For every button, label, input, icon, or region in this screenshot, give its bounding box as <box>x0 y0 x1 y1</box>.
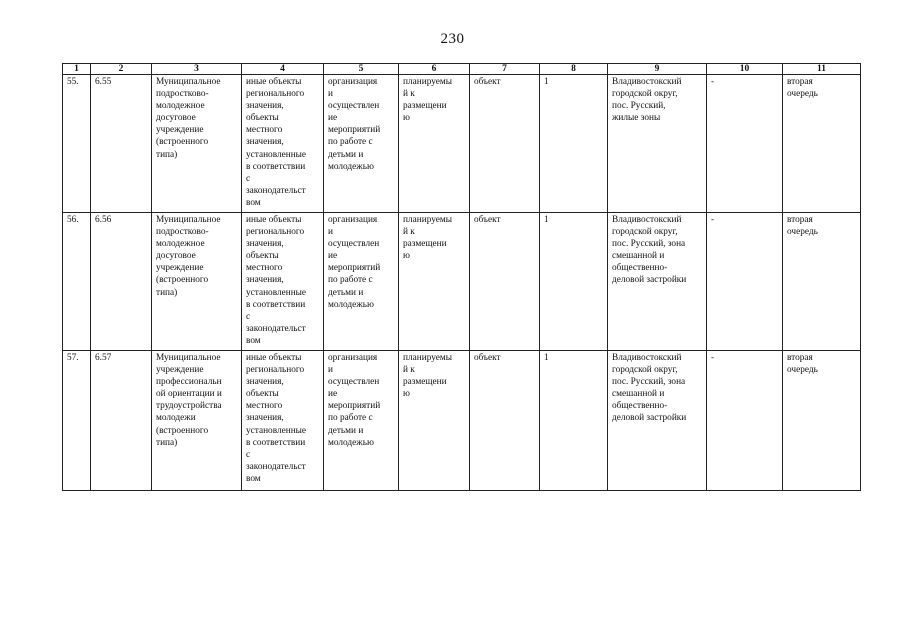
header-cell: 11 <box>783 64 861 75</box>
header-row <box>63 64 861 75</box>
object-quantity: 1 <box>540 351 608 491</box>
header-cell: 1 <box>63 64 91 75</box>
object-status: планируемы й к размещени ю <box>399 213 470 351</box>
row-number: 57. <box>63 351 91 491</box>
object-quantity: 1 <box>540 75 608 213</box>
table-row <box>63 75 861 213</box>
object-location: Владивостокский городской округ, пос. Русский, зона смешанной и общественно- деловой застройки <box>608 213 707 351</box>
header-cell: 4 <box>242 64 324 75</box>
row-code: 6.55 <box>91 75 152 213</box>
object-significance: иные объекты регионального значения, объекты местного значения, установленные в соответствии с законодательст вом <box>242 75 324 213</box>
object-significance: иные объекты регионального значения, объекты местного значения, установленные в соответствии с законодательст вом <box>242 213 324 351</box>
object-name: Муниципальное учреждение профессиональн ой ориентации и трудоустройства молодежи (встроенного типа) <box>152 351 242 491</box>
object-status: планируемы й к размещени ю <box>399 75 470 213</box>
header-cell: 9 <box>608 64 707 75</box>
objects-table <box>62 63 861 491</box>
object-purpose: организация и осуществлен ие мероприятий по работе с детьми и молодежью <box>324 75 399 213</box>
table-row <box>63 213 861 351</box>
row-code: 6.56 <box>91 213 152 351</box>
header-cell: 8 <box>540 64 608 75</box>
header-cell: 6 <box>399 64 470 75</box>
object-location: Владивостокский городской округ, пос. Русский, зона смешанной и общественно- деловой застройки <box>608 351 707 491</box>
object-phase: вторая очередь <box>783 213 861 351</box>
object-purpose: организация и осуществлен ие мероприятий по работе с детьми и молодежью <box>324 351 399 491</box>
object-phase: вторая очередь <box>783 75 861 213</box>
object-name: Муниципальное подростково- молодежное досуговое учреждение (встроенного типа) <box>152 213 242 351</box>
object-location: Владивостокский городской округ, пос. Русский, жилые зоны <box>608 75 707 213</box>
object-unit: объект <box>470 213 540 351</box>
header-cell: 10 <box>707 64 783 75</box>
object-phase: вторая очередь <box>783 351 861 491</box>
header-cell: 3 <box>152 64 242 75</box>
header-cell: 5 <box>324 64 399 75</box>
header-cell: 7 <box>470 64 540 75</box>
row-number: 55. <box>63 75 91 213</box>
object-quantity: 1 <box>540 213 608 351</box>
object-name: Муниципальное подростково- молодежное досуговое учреждение (встроенного типа) <box>152 75 242 213</box>
table-row <box>63 351 861 491</box>
object-purpose: организация и осуществлен ие мероприятий по работе с детьми и молодежью <box>324 213 399 351</box>
page-number: 230 <box>440 31 465 47</box>
object-unit: объект <box>470 75 540 213</box>
object-status: планируемы й к размещени ю <box>399 351 470 491</box>
row-code: 6.57 <box>91 351 152 491</box>
object-significance: иные объекты регионального значения, объекты местного значения, установленные в соответствии с законодательст вом <box>242 351 324 491</box>
column-10-value: - <box>707 75 783 213</box>
column-10-value: - <box>707 351 783 491</box>
row-number: 56. <box>63 213 91 351</box>
column-10-value: - <box>707 213 783 351</box>
object-unit: объект <box>470 351 540 491</box>
header-cell: 2 <box>91 64 152 75</box>
